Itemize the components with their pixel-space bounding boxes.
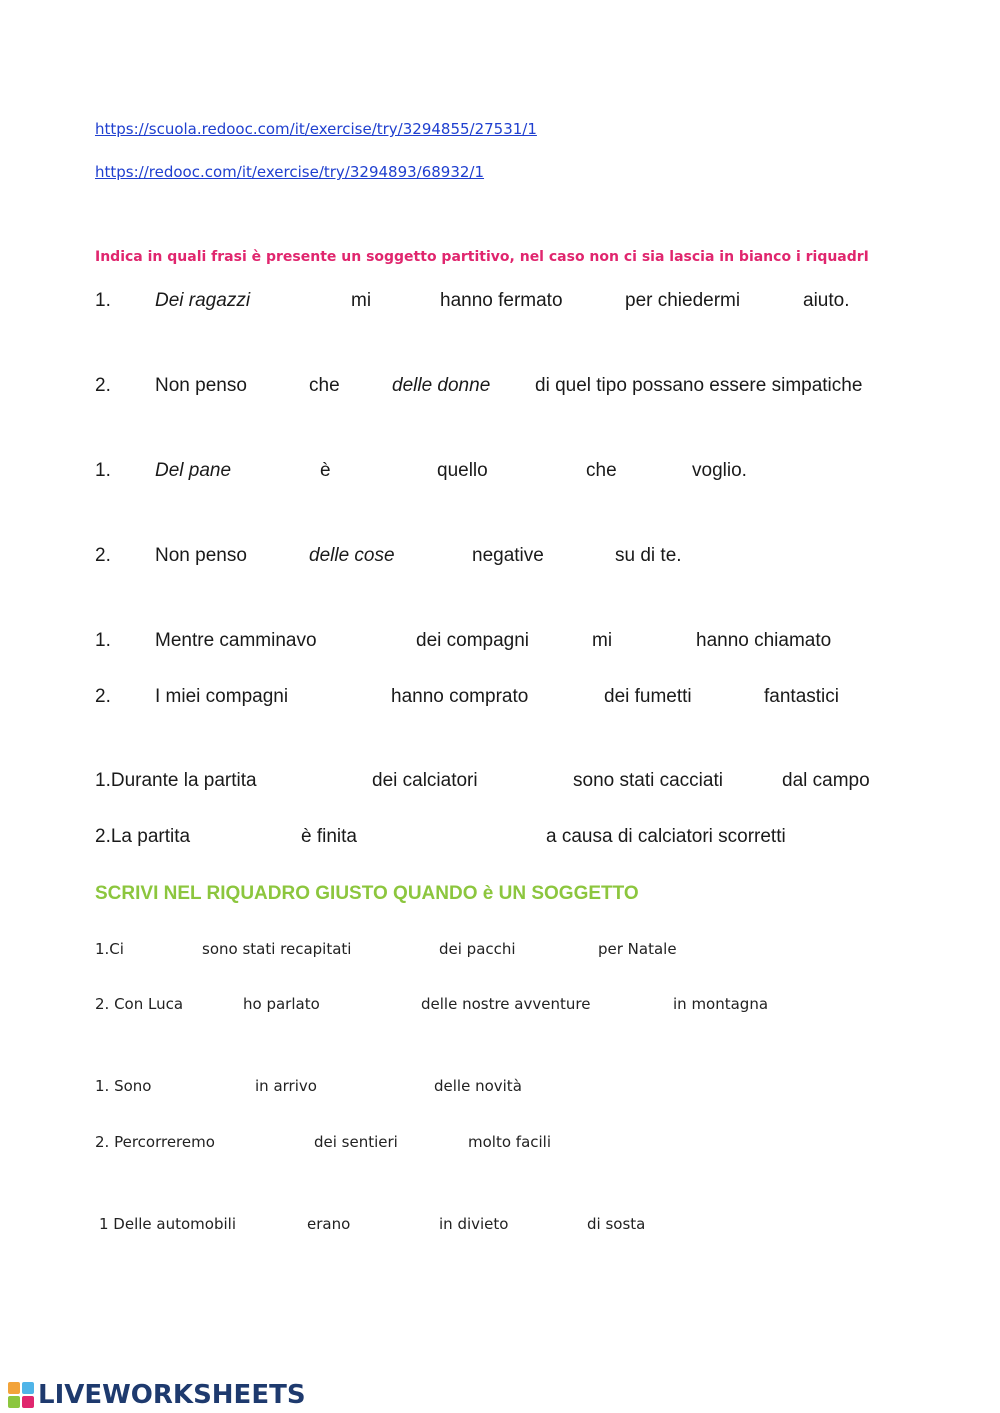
logo-cube <box>22 1396 34 1408</box>
sentence-word: dei compagni <box>416 630 530 651</box>
sentence-word: a causa di calciatori scorretti <box>546 826 786 847</box>
logo-cubes-icon <box>8 1382 34 1408</box>
sentence-word: in montagna <box>673 995 769 1013</box>
sentence-word: dei fumetti <box>604 686 692 707</box>
logo-cube <box>8 1396 20 1408</box>
instruction-text: Indica in quali frasi è presente un soggetto partitivo, nel caso non ci sia lascia in bianco i riquadrI <box>95 249 869 265</box>
row-number: 2. <box>95 545 111 566</box>
sentence-word: per Natale <box>598 940 677 958</box>
logo-cube <box>8 1382 20 1394</box>
sentence-word: su di te. <box>615 545 682 566</box>
sentence-word: Mentre camminavo <box>155 630 317 651</box>
sentence-word: che <box>586 460 617 481</box>
sentence-word: mi <box>351 290 372 311</box>
sentence-word: dei calciatori <box>372 770 478 791</box>
sentence-word: ho parlato <box>243 995 320 1013</box>
sentence-word: Non penso <box>155 545 247 566</box>
sentence-word: Dei ragazzi <box>155 290 251 311</box>
sentence-word: voglio. <box>692 460 747 481</box>
sentence-word: 2. Percorreremo <box>95 1133 215 1151</box>
sentence-word: 1. Sono <box>95 1077 152 1095</box>
sentence-word: delle cose <box>309 545 395 566</box>
sentence-word: delle nostre avventure <box>421 995 591 1013</box>
section-2-heading: SCRIVI NEL RIQUADRO GIUSTO QUANDO è UN SOGGETTO <box>95 883 639 904</box>
sentence-word: in arrivo <box>255 1077 317 1095</box>
sentence-word: delle donne <box>392 375 491 396</box>
row-number: 2. <box>95 686 111 707</box>
sentence-word: 2. Con Luca <box>95 995 184 1013</box>
logo-cube <box>22 1382 34 1394</box>
sentence-word: Non penso <box>155 375 247 396</box>
sentence-word: mi <box>592 630 613 651</box>
sentence-word: dei pacchi <box>439 940 516 958</box>
liveworksheets-logo <box>8 1380 306 1410</box>
sentence-word: 2.La partita <box>95 826 191 847</box>
row-number: 1. <box>95 630 111 651</box>
sentence-word: 1 Delle automobili <box>99 1215 236 1233</box>
sentence-word: I miei compagni <box>155 686 289 707</box>
sentence-word: per chiedermi <box>625 290 741 311</box>
row-number: 2. <box>95 375 111 396</box>
sentence-word: che <box>309 375 340 396</box>
sentence-word: erano <box>307 1215 351 1233</box>
sentence-word: Del pane <box>155 460 232 481</box>
sentence-word: è finita <box>301 826 357 847</box>
sentence-word: fantastici <box>764 686 839 707</box>
sentence-word: dei sentieri <box>314 1133 398 1151</box>
sentence-word: aiuto. <box>803 290 850 311</box>
sentence-word: 1.Ci <box>95 940 124 958</box>
logo-text: LIVEWORKSHEETS <box>38 1380 306 1410</box>
sentence-word: di quel tipo possano essere simpatiche <box>535 375 863 396</box>
exercise-link-1[interactable]: https://scuola.redooc.com/it/exercise/try/3294855/27531/1 <box>95 120 537 138</box>
row-number: 1. <box>95 460 111 481</box>
row-number: 1. <box>95 290 111 311</box>
sentence-word: sono stati cacciati <box>573 770 723 791</box>
sentence-word: hanno comprato <box>391 686 529 707</box>
sentence-word: di sosta <box>587 1215 646 1233</box>
sentence-word: hanno chiamato <box>696 630 832 651</box>
sentence-word: molto facili <box>468 1133 552 1151</box>
sentence-word: delle novità <box>434 1077 522 1095</box>
sentence-word: è <box>320 460 331 481</box>
exercise-link-2[interactable]: https://redooc.com/it/exercise/try/3294893/68932/1 <box>95 163 485 181</box>
sentence-word: sono stati recapitati <box>202 940 352 958</box>
sentence-word: hanno fermato <box>440 290 563 311</box>
sentence-word: negative <box>472 545 544 566</box>
sentence-word: 1.Durante la partita <box>95 770 257 791</box>
sentence-word: in divieto <box>439 1215 509 1233</box>
sentence-word: quello <box>437 460 488 481</box>
sentence-word: dal campo <box>782 770 870 791</box>
